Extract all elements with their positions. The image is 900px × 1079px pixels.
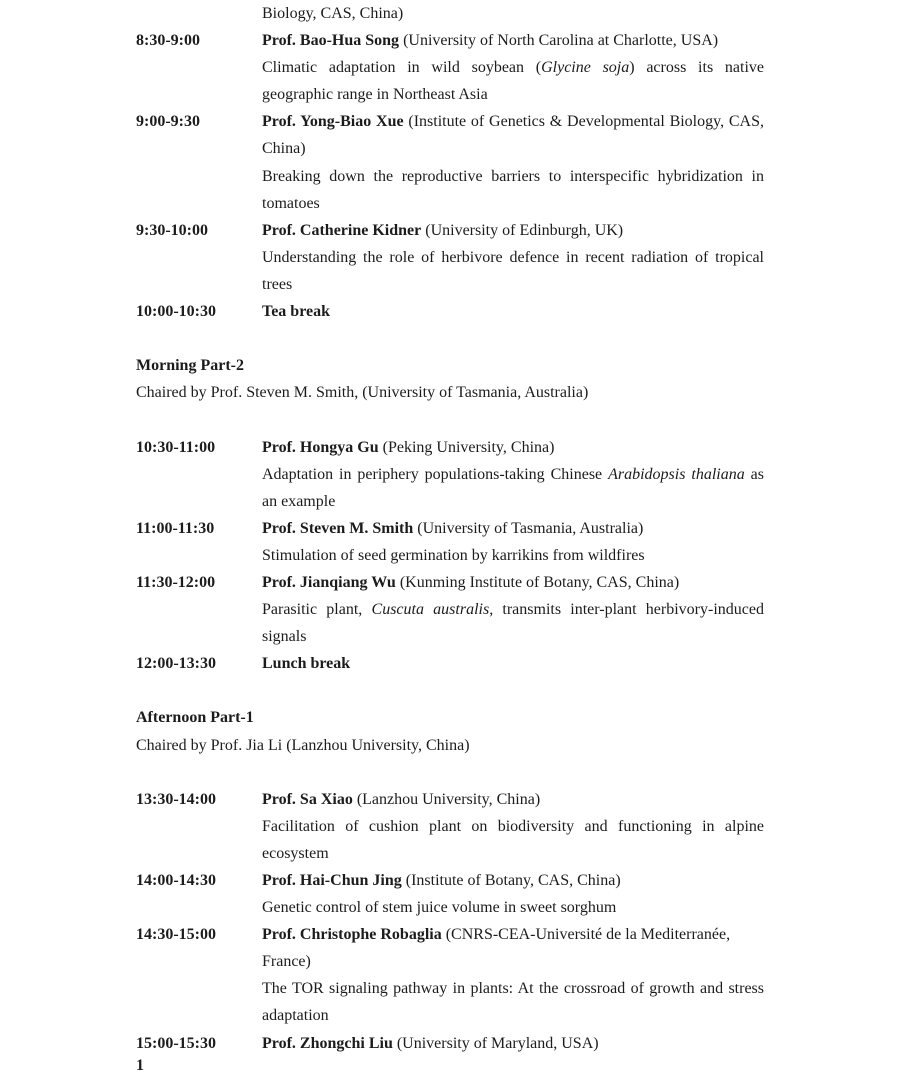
speaker-name: Prof. Zhongchi Liu <box>262 1034 393 1052</box>
text-segment: ) across its native <box>629 59 765 77</box>
session-line <box>262 894 764 921</box>
session-time: 14:30-15:00 <box>136 926 216 944</box>
section-heading: Afternoon Part-1 <box>136 709 254 727</box>
text-segment: ecosystem <box>262 844 329 862</box>
text-segment: Breaking down the reproductive barriers to interspecific hybridization in <box>262 167 764 185</box>
session-line <box>262 650 764 677</box>
session-time: 12:00-13:30 <box>136 655 216 673</box>
session-line <box>262 190 764 217</box>
session-line <box>262 948 764 975</box>
chair-line: Chaired by Prof. Jia Li (Lanzhou University, China) <box>136 736 470 754</box>
text-segment: tomatoes <box>262 194 320 212</box>
session-line <box>262 54 764 81</box>
schedule-row <box>136 515 764 569</box>
session-content <box>262 921 764 1029</box>
schedule-row <box>136 108 764 216</box>
session-line <box>262 217 764 244</box>
session-line <box>262 434 764 461</box>
session-time <box>136 0 262 27</box>
text-segment: as <box>744 465 765 483</box>
session-content <box>262 27 764 108</box>
text-segment: (Institute of Botany, CAS, China) <box>401 872 621 889</box>
speaker-name: Prof. Sa Xiao <box>262 790 353 808</box>
session-time: 11:00-11:30 <box>136 519 215 537</box>
session-time: 8:30-9:00 <box>136 32 200 50</box>
session-line <box>262 298 764 325</box>
section-heading: Morning Part-2 <box>136 357 244 375</box>
text-segment: (Lanzhou University, China) <box>352 790 541 808</box>
session-time-partial: 1 <box>136 1056 144 1074</box>
schedule-row <box>136 650 764 677</box>
session-line <box>262 975 764 1002</box>
text-segment: (Institute of Genetics & Developmental Biology, CAS, <box>403 113 765 131</box>
species-name: Cuscuta australis <box>371 601 490 619</box>
text-segment: Biology, CAS, China) <box>262 5 404 22</box>
text-segment: (Peking University, China) <box>378 438 555 456</box>
speaker-name: Prof. Bao-Hua Song <box>262 32 400 50</box>
text-segment: France) <box>262 953 311 971</box>
session-line <box>262 81 764 108</box>
text-segment: Adaptation in periphery populations-taking Chinese <box>262 465 609 483</box>
text-segment: (University of North Carolina at Charlotte, USA) <box>399 32 719 50</box>
session-content <box>262 434 764 515</box>
session-time: 9:00-9:30 <box>136 113 200 131</box>
chair-line: Chaired by Prof. Steven M. Smith, (University of Tasmania, Australia) <box>136 384 589 402</box>
session-line <box>262 27 764 54</box>
speaker-name: Tea break <box>262 303 331 321</box>
session-line <box>262 569 764 596</box>
session-content <box>262 867 764 921</box>
schedule-row <box>136 434 764 515</box>
session-time: 15:00-15:30 <box>136 1034 216 1052</box>
session-content <box>262 298 764 325</box>
session-time: 13:30-14:00 <box>136 790 216 808</box>
session-line <box>262 1030 764 1057</box>
session-line <box>262 271 764 298</box>
session-line <box>262 488 764 515</box>
species-name: Arabidopsis thaliana <box>608 465 745 483</box>
text-segment: , transmits inter-plant herbivory-induced <box>489 601 764 619</box>
session-line <box>262 1002 764 1029</box>
speaker-name: Prof. Hai-Chun Jing <box>262 872 402 889</box>
session-time: 9:30-10:00 <box>136 221 208 239</box>
text-segment: Climatic adaptation in wild soybean ( <box>262 59 542 77</box>
session-line <box>262 921 764 948</box>
session-time: 10:00-10:30 <box>136 303 216 321</box>
text-segment: China) <box>262 140 306 158</box>
session-content <box>262 0 764 27</box>
text-segment: geographic range in Northeast Asia <box>262 86 488 104</box>
speaker-name: Prof. Steven M. Smith <box>262 519 414 537</box>
text-segment: Stimulation of seed germination by karrikins from wildfires <box>262 546 645 564</box>
session-line <box>262 0 764 27</box>
session-line <box>262 108 764 135</box>
session-content <box>262 108 764 216</box>
schedule-row <box>136 0 764 27</box>
schedule-row <box>136 217 764 298</box>
text-segment: The TOR signaling pathway in plants: At the crossroad of growth and stress <box>262 980 764 998</box>
text-segment: trees <box>262 275 293 293</box>
session-line <box>262 542 764 569</box>
session-content <box>262 515 764 569</box>
speaker-name: Prof. Yong-Biao Xue <box>262 113 404 131</box>
section-gap <box>136 406 764 433</box>
schedule-row <box>136 27 764 108</box>
text-segment: adaptation <box>262 1007 329 1025</box>
session-line <box>262 867 764 894</box>
session-line <box>262 163 764 190</box>
speaker-name: Prof. Christophe Robaglia <box>262 926 442 944</box>
speaker-name: Lunch break <box>262 655 351 673</box>
session-line <box>262 840 764 867</box>
text-segment: an example <box>262 492 336 510</box>
schedule-row <box>136 921 764 1029</box>
text-segment: Parasitic plant, <box>262 601 372 619</box>
session-time: 11:30-12:00 <box>136 573 216 591</box>
session-line <box>262 461 764 488</box>
schedule-row <box>136 298 764 325</box>
session-time: 10:30-11:00 <box>136 438 216 456</box>
session-line <box>262 244 764 271</box>
session-content <box>262 786 764 867</box>
session-content <box>262 217 764 298</box>
section-gap <box>136 325 764 352</box>
speaker-name: Prof. Jianqiang Wu <box>262 573 396 591</box>
session-time: 14:00-14:30 <box>136 872 216 889</box>
schedule-row <box>136 867 764 921</box>
session-line <box>262 515 764 542</box>
text-segment: (Kunming Institute of Botany, CAS, China) <box>395 573 680 591</box>
session-line <box>262 135 764 162</box>
speaker-name: Prof. Hongya Gu <box>262 438 379 456</box>
session-line <box>262 623 764 650</box>
text-segment: Genetic control of stem juice volume in sweet sorghum <box>262 899 617 917</box>
schedule-row <box>136 786 764 867</box>
speaker-name: Prof. Catherine Kidner <box>262 221 422 239</box>
text-segment: signals <box>262 628 307 646</box>
text-segment: (University of Edinburgh, UK) <box>421 221 624 239</box>
text-segment: (CNRS-CEA-Université de la Mediterranée, <box>441 926 731 944</box>
session-line <box>262 786 764 813</box>
session-line <box>262 596 764 623</box>
section-gap <box>136 677 764 704</box>
conference-schedule <box>136 0 764 1079</box>
session-content <box>262 1030 764 1057</box>
schedule-row <box>136 569 764 650</box>
species-name: Glycine soja <box>541 59 630 77</box>
text-segment: Facilitation of cushion plant on biodiversity and functioning in alpine <box>262 817 764 835</box>
session-line <box>262 813 764 840</box>
text-segment: (University of Maryland, USA) <box>392 1034 599 1052</box>
session-content <box>262 569 764 650</box>
session-content <box>262 650 764 677</box>
section-gap <box>136 759 764 786</box>
text-segment: Understanding the role of herbivore defence in recent radiation of tropical <box>262 248 764 266</box>
text-segment: (University of Tasmania, Australia) <box>413 519 644 537</box>
